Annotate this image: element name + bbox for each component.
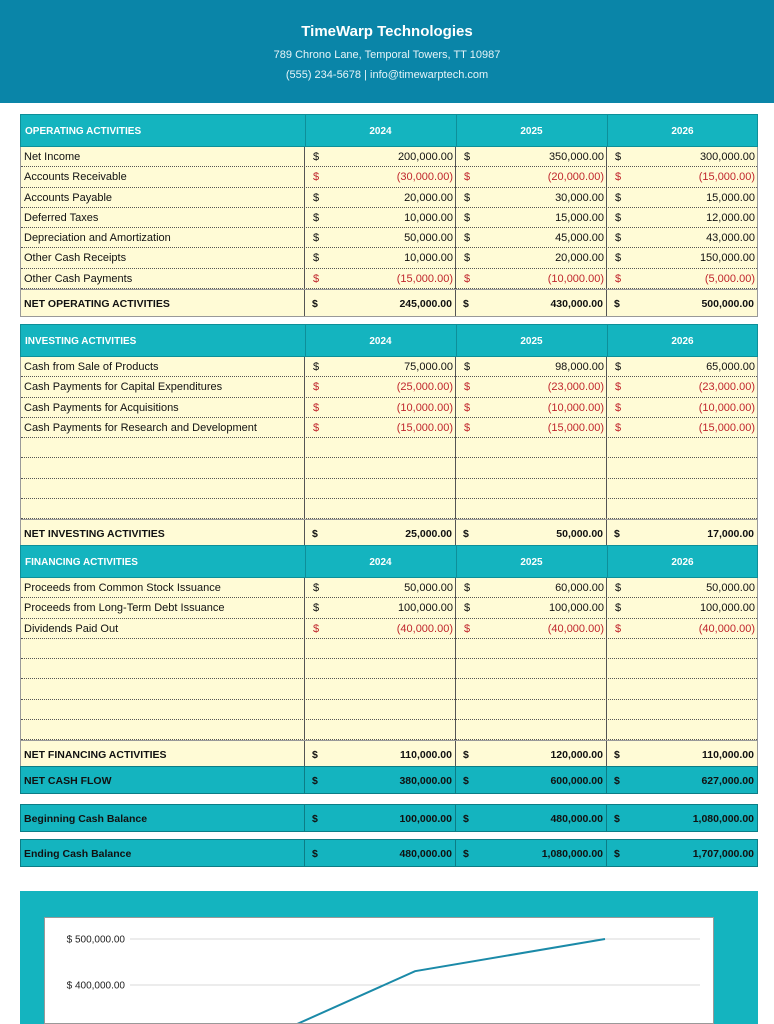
cell-value: 65,000.00 xyxy=(706,361,755,373)
company-name: TimeWarp Technologies xyxy=(301,23,473,40)
total-value: 120,000.00 xyxy=(550,749,603,761)
currency-symbol: $ xyxy=(313,361,320,373)
currency-symbol: $ xyxy=(463,298,469,310)
column-divider xyxy=(304,805,305,831)
table-row xyxy=(21,167,757,187)
investing-rows xyxy=(20,357,758,519)
column-divider xyxy=(456,546,457,577)
currency-symbol: $ xyxy=(313,381,320,394)
chart-area xyxy=(44,917,714,1024)
column-divider xyxy=(304,578,305,740)
summary-row-2 xyxy=(20,839,758,867)
cell-value: 300,000.00 xyxy=(699,151,755,163)
currency-symbol: $ xyxy=(464,401,471,414)
cell-value: 50,000.00 xyxy=(706,582,755,594)
financing-total-row xyxy=(20,740,758,768)
column-divider xyxy=(305,546,306,577)
currency-symbol: $ xyxy=(464,361,471,373)
total-value: 430,000.00 xyxy=(550,298,603,310)
currency-symbol: $ xyxy=(312,775,318,787)
cell-value: (15,000.00) xyxy=(698,421,755,434)
table-row xyxy=(21,188,757,208)
cell-value: 150,000.00 xyxy=(699,252,755,265)
total-label: NET OPERATING ACTIVITIES xyxy=(24,298,170,310)
blank-row xyxy=(21,700,757,720)
column-divider xyxy=(455,147,456,289)
cell-value: (40,000.00) xyxy=(396,622,453,635)
cell-value: 20,000.00 xyxy=(555,252,604,265)
blank-row xyxy=(21,659,757,679)
cell-value: (30,000.00) xyxy=(396,171,453,184)
blank-row xyxy=(21,639,757,659)
cell-value: (40,000.00) xyxy=(547,622,604,635)
row-label: Cash Payments for Acquisitions xyxy=(24,401,179,414)
column-divider xyxy=(606,767,607,793)
operating-rows xyxy=(20,147,758,289)
cell-value: (15,000.00) xyxy=(396,421,453,434)
cell-value: (15,000.00) xyxy=(547,421,604,434)
cell-value: (23,000.00) xyxy=(698,381,755,394)
cell-value: 60,000.00 xyxy=(555,582,604,594)
currency-symbol: $ xyxy=(313,151,320,163)
currency-symbol: $ xyxy=(615,622,622,635)
table-row xyxy=(21,619,757,639)
cell-value: 100,000.00 xyxy=(397,602,453,615)
summary-label: NET CASH FLOW xyxy=(24,775,112,787)
summary-value: 627,000.00 xyxy=(701,775,754,787)
total-label: NET INVESTING ACTIVITIES xyxy=(24,528,165,540)
currency-symbol: $ xyxy=(464,421,471,434)
year-header-1: 2025 xyxy=(520,336,543,347)
currency-symbol: $ xyxy=(313,272,320,285)
blank-row xyxy=(21,458,757,478)
currency-symbol: $ xyxy=(464,211,471,224)
column-divider xyxy=(607,546,608,577)
currency-symbol: $ xyxy=(463,528,469,540)
summary-row-0 xyxy=(20,766,758,794)
table-row xyxy=(21,377,757,397)
currency-symbol: $ xyxy=(464,252,471,265)
row-label: Proceeds from Common Stock Issuance xyxy=(24,582,221,594)
row-label: Depreciation and Amortization xyxy=(24,232,171,245)
operating-header xyxy=(20,114,758,147)
cell-value: 43,000.00 xyxy=(706,232,755,245)
column-divider xyxy=(304,767,305,793)
cell-value: 98,000.00 xyxy=(555,361,604,373)
y-tick-label: $ 500,000.00 xyxy=(66,934,125,946)
operating-title: OPERATING ACTIVITIES xyxy=(25,126,142,137)
currency-symbol: $ xyxy=(464,151,471,163)
currency-symbol: $ xyxy=(615,211,622,224)
currency-symbol: $ xyxy=(615,151,622,163)
column-divider xyxy=(304,147,305,289)
currency-symbol: $ xyxy=(312,848,318,860)
currency-symbol: $ xyxy=(312,298,318,310)
column-divider xyxy=(304,840,305,866)
cell-value: (15,000.00) xyxy=(698,171,755,184)
total-value: 245,000.00 xyxy=(399,298,452,310)
total-value: 500,000.00 xyxy=(701,298,754,310)
column-divider xyxy=(606,741,607,767)
currency-symbol: $ xyxy=(615,361,622,373)
currency-symbol: $ xyxy=(313,252,320,265)
year-header-0: 2024 xyxy=(369,126,392,137)
row-label: Cash Payments for Capital Expenditures xyxy=(24,381,223,394)
row-label: Other Cash Payments xyxy=(24,272,133,285)
column-divider xyxy=(606,290,607,316)
column-divider xyxy=(455,805,456,831)
column-divider xyxy=(304,290,305,316)
currency-symbol: $ xyxy=(615,421,622,434)
total-label: NET FINANCING ACTIVITIES xyxy=(24,749,167,761)
currency-symbol: $ xyxy=(614,813,620,825)
currency-symbol: $ xyxy=(463,848,469,860)
row-label: Deferred Taxes xyxy=(24,211,99,224)
row-label: Proceeds from Long-Term Debt Issuance xyxy=(24,602,225,615)
currency-symbol: $ xyxy=(463,775,469,787)
currency-symbol: $ xyxy=(313,421,320,434)
column-divider xyxy=(304,357,305,519)
summary-value: 100,000.00 xyxy=(399,813,452,825)
currency-symbol: $ xyxy=(464,381,471,394)
year-header-2: 2026 xyxy=(671,126,694,137)
blank-row xyxy=(21,679,757,699)
cell-value: (23,000.00) xyxy=(547,381,604,394)
table-row xyxy=(21,398,757,418)
currency-symbol: $ xyxy=(463,749,469,761)
table-row xyxy=(21,248,757,268)
currency-symbol: $ xyxy=(313,171,320,184)
column-divider xyxy=(606,357,607,519)
currency-symbol: $ xyxy=(615,602,622,615)
cell-value: 75,000.00 xyxy=(404,361,453,373)
currency-symbol: $ xyxy=(615,232,622,245)
company-contact: (555) 234-5678 | info@timewarptech.com xyxy=(285,69,489,81)
column-divider xyxy=(455,578,456,740)
currency-symbol: $ xyxy=(464,582,471,594)
financing-rows xyxy=(20,578,758,740)
cell-value: 15,000.00 xyxy=(706,191,755,204)
currency-symbol: $ xyxy=(614,298,620,310)
currency-symbol: $ xyxy=(615,381,622,394)
total-value: 110,000.00 xyxy=(400,749,452,761)
investing-total-row xyxy=(20,519,758,547)
column-divider xyxy=(606,805,607,831)
summary-value: 480,000.00 xyxy=(399,848,452,860)
row-label: Cash Payments for Research and Development xyxy=(24,421,257,434)
blank-row xyxy=(21,438,757,458)
total-value: 17,000.00 xyxy=(707,528,754,540)
row-label: Accounts Receivable xyxy=(24,171,127,184)
total-value: 110,000.00 xyxy=(702,749,754,761)
cell-value: 12,000.00 xyxy=(706,211,755,224)
financing-title: FINANCING ACTIVITIES xyxy=(25,557,138,568)
currency-symbol: $ xyxy=(614,775,620,787)
summary-value: 1,707,000.00 xyxy=(692,848,754,860)
year-header-2: 2026 xyxy=(671,557,694,568)
currency-symbol: $ xyxy=(464,622,471,635)
currency-symbol: $ xyxy=(313,401,320,414)
year-header-2: 2026 xyxy=(671,336,694,347)
column-divider xyxy=(304,520,305,546)
table-row xyxy=(21,357,757,377)
column-divider xyxy=(607,115,608,146)
cell-value: (15,000.00) xyxy=(396,272,453,285)
currency-symbol: $ xyxy=(313,191,320,204)
column-divider xyxy=(455,767,456,793)
investing-title: INVESTING ACTIVITIES xyxy=(25,336,137,347)
currency-symbol: $ xyxy=(464,191,471,204)
cell-value: (5,000.00) xyxy=(704,272,755,285)
currency-symbol: $ xyxy=(614,528,620,540)
summary-label: Ending Cash Balance xyxy=(24,848,132,860)
column-divider xyxy=(606,840,607,866)
table-row xyxy=(21,147,757,167)
cell-value: (10,000.00) xyxy=(547,401,604,414)
financing-header xyxy=(20,545,758,578)
currency-symbol: $ xyxy=(312,528,318,540)
row-label: Net Income xyxy=(24,151,81,163)
currency-symbol: $ xyxy=(312,813,318,825)
currency-symbol: $ xyxy=(464,232,471,245)
currency-symbol: $ xyxy=(313,602,320,615)
summary-value: 480,000.00 xyxy=(550,813,603,825)
summary-value: 1,080,000.00 xyxy=(692,813,754,825)
summary-label: Beginning Cash Balance xyxy=(24,813,148,825)
total-value: 25,000.00 xyxy=(405,528,452,540)
column-divider xyxy=(305,115,306,146)
cell-value: (25,000.00) xyxy=(396,381,453,394)
column-divider xyxy=(455,357,456,519)
currency-symbol: $ xyxy=(615,252,622,265)
cell-value: 10,000.00 xyxy=(404,252,453,265)
currency-symbol: $ xyxy=(313,232,320,245)
year-header-0: 2024 xyxy=(369,557,392,568)
row-label: Cash from Sale of Products xyxy=(24,361,159,373)
currency-symbol: $ xyxy=(464,171,471,184)
column-divider xyxy=(456,325,457,356)
column-divider xyxy=(455,520,456,546)
table-row xyxy=(21,208,757,228)
table-row xyxy=(21,228,757,248)
table-row xyxy=(21,269,757,289)
currency-symbol: $ xyxy=(313,211,320,224)
cell-value: 10,000.00 xyxy=(404,211,453,224)
currency-symbol: $ xyxy=(313,622,320,635)
currency-symbol: $ xyxy=(615,171,622,184)
year-header-0: 2024 xyxy=(369,336,392,347)
year-header-1: 2025 xyxy=(520,557,543,568)
table-row xyxy=(21,598,757,618)
investing-header xyxy=(20,324,758,357)
currency-symbol: $ xyxy=(463,813,469,825)
cell-value: (10,000.00) xyxy=(396,401,453,414)
column-divider xyxy=(456,115,457,146)
summary-value: 600,000.00 xyxy=(550,775,603,787)
currency-symbol: $ xyxy=(615,272,622,285)
column-divider xyxy=(304,741,305,767)
blank-row xyxy=(21,720,757,740)
currency-symbol: $ xyxy=(615,582,622,594)
blank-row xyxy=(21,479,757,499)
currency-symbol: $ xyxy=(312,749,318,761)
column-divider xyxy=(455,741,456,767)
company-address: 789 Chrono Lane, Temporal Towers, TT 10987 xyxy=(273,49,501,61)
currency-symbol: $ xyxy=(614,848,620,860)
cell-value: 350,000.00 xyxy=(548,151,604,163)
row-label: Other Cash Receipts xyxy=(24,252,127,265)
currency-symbol: $ xyxy=(313,582,320,594)
year-header-1: 2025 xyxy=(520,126,543,137)
column-divider xyxy=(607,325,608,356)
blank-row xyxy=(21,499,757,519)
cell-value: 200,000.00 xyxy=(397,151,453,163)
cell-value: 45,000.00 xyxy=(555,232,604,245)
summary-value: 1,080,000.00 xyxy=(541,848,603,860)
currency-symbol: $ xyxy=(464,272,471,285)
currency-symbol: $ xyxy=(464,602,471,615)
series-line xyxy=(225,939,605,1024)
row-label: Dividends Paid Out xyxy=(24,622,119,635)
column-divider xyxy=(606,578,607,740)
column-divider xyxy=(455,840,456,866)
operating-total-row xyxy=(20,289,758,317)
table-row xyxy=(21,418,757,438)
cell-value: 100,000.00 xyxy=(699,602,755,615)
summary-row-1 xyxy=(20,804,758,832)
cell-value: (10,000.00) xyxy=(547,272,604,285)
currency-symbol: $ xyxy=(615,191,622,204)
cell-value: (10,000.00) xyxy=(698,401,755,414)
company-header xyxy=(0,0,774,103)
cash-flow-line-chart xyxy=(45,918,714,1024)
summary-value: 380,000.00 xyxy=(399,775,452,787)
y-tick-label: $ 400,000.00 xyxy=(66,980,125,992)
column-divider xyxy=(455,290,456,316)
cell-value: 50,000.00 xyxy=(404,232,453,245)
cell-value: 15,000.00 xyxy=(555,211,604,224)
column-divider xyxy=(305,325,306,356)
chart-panel xyxy=(20,891,758,1024)
cell-value: (20,000.00) xyxy=(547,171,604,184)
total-value: 50,000.00 xyxy=(556,528,603,540)
currency-symbol: $ xyxy=(615,401,622,414)
cell-value: 100,000.00 xyxy=(548,602,604,615)
cell-value: 20,000.00 xyxy=(404,191,453,204)
cell-value: (40,000.00) xyxy=(698,622,755,635)
column-divider xyxy=(606,147,607,289)
row-label: Accounts Payable xyxy=(24,191,113,204)
currency-symbol: $ xyxy=(614,749,620,761)
column-divider xyxy=(606,520,607,546)
cell-value: 50,000.00 xyxy=(404,582,453,594)
cell-value: 30,000.00 xyxy=(555,191,604,204)
table-row xyxy=(21,578,757,598)
